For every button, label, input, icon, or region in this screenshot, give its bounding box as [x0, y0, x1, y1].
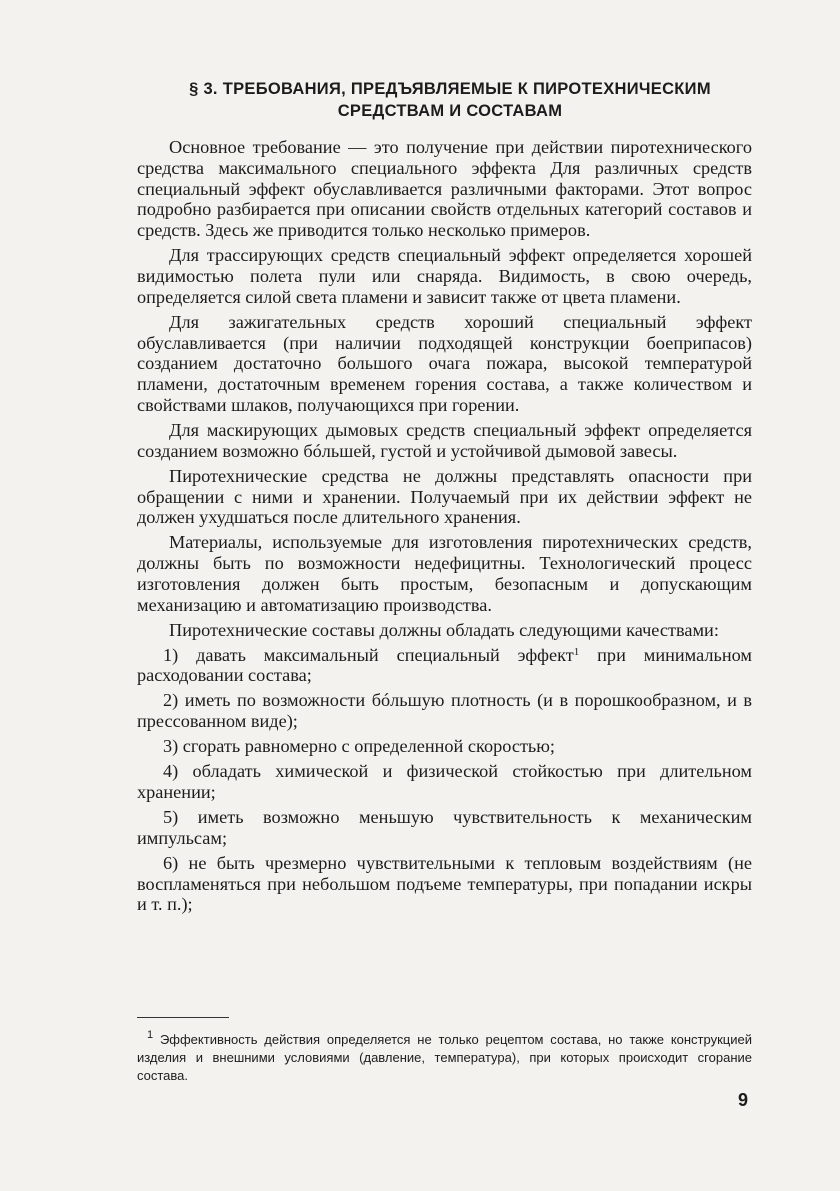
footnote-mark: 1: [147, 1029, 154, 1041]
section-heading-line-2: СРЕДСТВАМ И СОСТАВАМ: [337, 102, 563, 120]
footnote-reference: 1: [573, 645, 580, 658]
paragraph: Для маскирующих дымовых средств специальный эффект определяется созданием возможно бóльшей, густой и устойчивой дымовой завесы.: [137, 419, 752, 461]
list-item-text: 1) давать максимальный специальный эффект: [163, 644, 574, 665]
footnotes: [137, 1031, 752, 1085]
list-item: [137, 645, 752, 687]
list-item: 6) не быть чрезмерно чувствительными к тепловым воздействиям (не воспламеняться при небольшом подъеме температуры, при попадании искры и т. п.);: [137, 852, 752, 915]
footnote-text: Эффективность действия определяется не только рецептом состава, но также конструкцией изделия и внешними условиями (давление, температура), при которых происходит сгорание состава.: [137, 1032, 752, 1083]
page-number: 9: [737, 1090, 748, 1110]
footnote-divider: [137, 1017, 229, 1018]
paragraph: Основное требование — это получение при действии пиротехнического средства максимального специального эффекта Для различных средств специальный эффект обуславливается различными факторами. Этот вопрос подробно разбирается при описании свойств отдельных категорий составов и средств. Здесь же приводится только несколько примеров.: [137, 137, 752, 241]
paragraph: Пиротехнические средства не должны представлять опасности при обращении с ними и хранении. Получаемый при их действии эффект не должен ухудшаться после длительного хранения.: [137, 465, 752, 528]
paragraph: Для трассирующих средств специальный эффект определяется хорошей видимостью полета пули или снаряда. Видимость, в свою очередь, определяется силой света пламени и зависит также от цвета пламени.: [137, 245, 752, 307]
paragraph: Материалы, используемые для изготовления пиротехнических средств, должны быть по возможности недефицитны. Технологический процесс изготовления должен быть простым, безопасным и допускающим механизацию и автоматизацию производства.: [137, 532, 752, 615]
list-item: 2) иметь по возможности бóльшую плотность (и в порошкообразном, и в прессованном виде);: [137, 690, 752, 732]
list-item: 5) иметь возможно меньшую чувствительность к механическим импульсам;: [137, 806, 752, 848]
section-heading: [150, 78, 750, 122]
list-item-text-continued: при минимальном расходовании состава;: [137, 644, 753, 686]
footnote: [137, 1031, 752, 1085]
list-item: 3) сгорать равномерно с определенной скоростью;: [163, 736, 556, 757]
list-item: 4) обладать химической и физической стойкостью при длительном хранении;: [137, 761, 752, 802]
section-heading-line-1: § 3. ТРЕБОВАНИЯ, ПРЕДЪЯВЛЯЕМЫЕ К ПИРОТЕХНИЧЕСКИМ: [189, 80, 711, 98]
paragraph: Пиротехнические составы должны обладать следующими качествами:: [169, 619, 719, 640]
body-text: [137, 137, 752, 919]
paragraph: Для зажигательных средств хороший специальный эффект обуславливается (при наличии подходящей конструкции боеприпасов) созданием достаточно большого очага пожара, высокой температурой пламени, достаточным временем горения состава, а также количеством и свойствами шлаков, получающихся при горении.: [137, 311, 752, 415]
